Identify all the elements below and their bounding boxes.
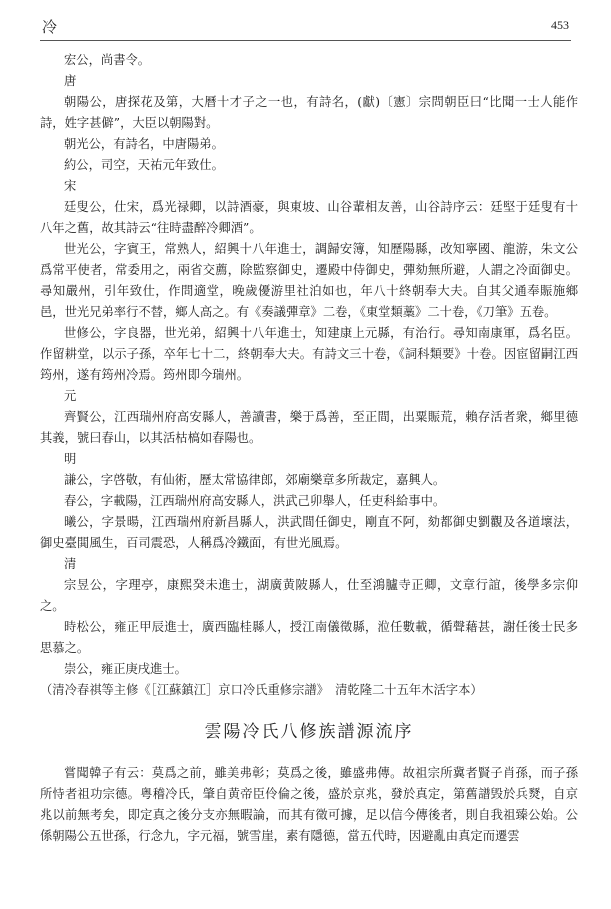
preface-paragraph: 嘗聞韓子有云：莫爲之前，雖美弗彰；莫爲之後，雖盛弗傳。故祖宗所冀者賢子肖孫，而子孫所恃者祖功宗德。粤稽冷氏，肇自黄帝臣伶倫之後，盛於京兆，發於真定，第舊譜毁於兵燹，自京兆以前無考矣，即定真之後分支亦無暇論，而其有徵可據，足以信今傳後者，則自我祖臻公始。公係朝陽公五世孫，行念九，字元福，號雪崖，素有隱德，當五代時，因避亂由真定而遷雲 (40, 766, 578, 843)
section-title: 雲陽冷氏八修族譜源流序 (204, 722, 414, 742)
era-heading: 唐 (64, 74, 77, 88)
entry-paragraph: 齊賢公，江西瑞州府高安縣人，善讀書，樂于爲善，至正間，出粟賑荒，賴存活者衆，鄉里德其義，號曰春山，以其活枯槁如春陽也。 (40, 410, 578, 445)
entry-paragraph: 春公，字載陽，江西瑞州府高安縣人，洪武己卯舉人，任吏科給事中。 (64, 494, 446, 508)
entry-paragraph: 謙公，字啓敬，有仙術，歷太常協律郎，郊廟樂章多所裁定，嘉興人。 (64, 473, 446, 487)
page-number: 453 (551, 18, 569, 32)
entry-paragraph: 朝陽公，唐探花及第，大曆十才子之一也，有詩名，(獻)〔憲〕宗問朝臣曰“比聞一士人能作詩，姓字甚僻”，大臣以朝陽對。 (40, 95, 578, 130)
entry-paragraph: 時松公，雍正甲辰進士，廣西臨桂縣人，授江南儀徵縣，涖任數載，循聲藉甚，謝任後士民多思慕之。 (40, 620, 578, 655)
source-citation: （清冷春祺等主修《［江蘇鎮江］京口冷氏重修宗譜》 清乾隆二十五年木活字本） (40, 683, 483, 697)
entry-paragraph: 宗昱公，字理亭，康熙癸未進士，湖廣黄陂縣人，仕至鴻臚寺正卿，文章行誼，後學多宗仰之。 (40, 578, 578, 613)
era-heading: 清 (64, 557, 77, 571)
entry-paragraph: 曦公，字景暘，江西瑞州府新昌縣人，洪武間任御史，剛直不阿，劾都御史劉觀及各道壞法，御史臺閧風生，百司震恐，人稱爲冷鐵面，有世光風焉。 (40, 515, 578, 550)
entry-paragraph: 約公，司空，天祐元年致仕。 (64, 158, 224, 172)
entry-paragraph: 世光公，字賓王，常熟人，紹興十八年進士，調歸安簿，知歷陽縣，改知寧國、龍游，朱文公爲常平使者，常委用之，兩省交薦，除監察御史，遷殿中侍御史，彈劾無所避，人謂之冷面御史。尋知嚴州，引年致仕，作問適堂，晚歲優游里社泊如也，年八十終朝奉大夫。自其父通奉賑施鄉邑，世光兄弟率行不替，鄉人高之。有《奏議彈章》二卷，《東堂類藁》二十卷，《刀筆》五卷。 (40, 242, 578, 319)
entry-paragraph: 朝光公，有詩名，中唐陽弟。 (64, 137, 224, 151)
era-heading: 明 (64, 452, 77, 466)
era-heading: 元 (64, 389, 77, 403)
era-heading: 宋 (64, 179, 77, 193)
entry-paragraph: 廷叟公，仕宋，爲光禄卿，以詩酒豪，與東坡、山谷輩相友善，山谷詩序云：廷堅于廷叟有十八年之舊，故其詩云“往時盡醉冷卿酒”。 (40, 200, 578, 235)
entry-paragraph: 崇公，雍正庚戌進士。 (64, 662, 187, 676)
running-title: 冷 (42, 18, 59, 36)
page-content (40, 50, 578, 847)
entry-paragraph: 世修公，字良器，世光弟，紹興十八年進士，知建康上元縣，有治行。尋知南康軍，爲名臣。作留耕堂，以示子孫，卒年七十二，終朝奉大夫。有詩文三十卷，《詞科類要》十卷。因宦留嗣江西筠州，遂有筠州冷焉。筠州即今瑞州。 (40, 326, 578, 382)
page-header (40, 14, 571, 41)
entry-paragraph: 宏公，尚書令。 (64, 53, 151, 67)
genealogy-entries (40, 50, 578, 680)
